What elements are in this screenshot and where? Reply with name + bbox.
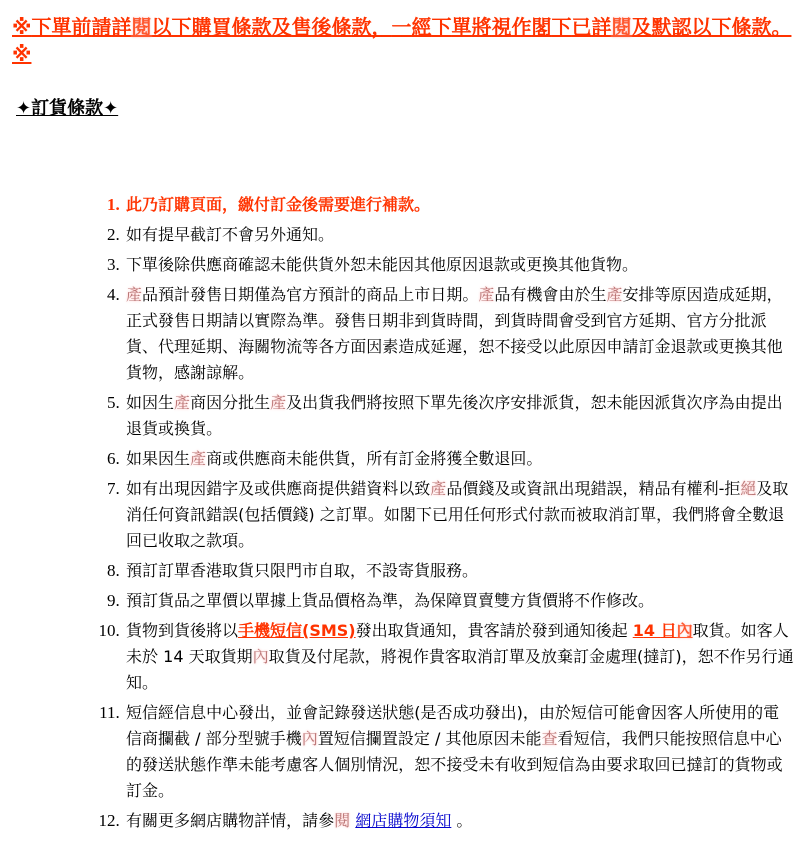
fallback-glyph: 閱 <box>131 15 152 39</box>
fallback-glyph: 內 <box>252 647 269 666</box>
term-text: 發出取貨通知，貴客請於發到通知後起 <box>355 621 633 640</box>
term-item-3 <box>124 252 795 278</box>
term-text: 預訂訂單香港取貨只限門市自取，不設寄貨服務。 <box>126 561 479 580</box>
term-text: 如果因生產商或供應商未能供貨，所有訂金將獲全數退回。 <box>126 449 543 468</box>
term-text: 如有提早截訂不會另外通知。 <box>126 225 335 244</box>
term-item-6 <box>124 446 795 472</box>
term-item-10 <box>124 618 795 696</box>
page-title: ※下單前請詳閱以下購買條款及售後條款，一經下單將視作閣下已詳閱及默認以下條款。 ※ <box>12 15 792 66</box>
fallback-glyph: 絕 <box>740 479 757 498</box>
fallback-glyph: 內 <box>301 729 318 748</box>
fallback-glyph: 產 <box>478 285 495 304</box>
section-heading-order-terms: ✦訂貨條款✦ <box>16 98 119 119</box>
term-item-7 <box>124 476 795 554</box>
fallback-glyph: 閱 <box>334 811 351 830</box>
section-heading-row <box>12 94 795 156</box>
fallback-glyph: 產 <box>190 449 207 468</box>
fallback-glyph: 產 <box>430 479 447 498</box>
term-text: 如有出現因錯字及或供應商提供錯資料以致產品價錢及或資訊出現錯誤，精品有權利-拒絕及取消任何資訊錯誤(包括價錢) 之訂單。如閣下已用任何形式付款而被取消訂單，我們將會全數退回已收取之款項。 <box>126 479 789 550</box>
terms-list <box>12 192 795 834</box>
fallback-glyph: 查 <box>541 729 558 748</box>
term-item-1 <box>124 192 795 218</box>
term-text: 如因生產商因分批生產及出貨我們將按照下單先後次序安排派貨，恕未能因派貨次序為由提出退貨或換貨。 <box>126 393 783 438</box>
term-text: 貨物到貨後將以 <box>126 621 239 640</box>
term-text: 此乃訂購頁面，繳付訂金後需要進行補款。 <box>126 195 431 214</box>
fallback-glyph: 產 <box>126 285 143 304</box>
term-item-5 <box>124 390 795 442</box>
fallback-glyph: 產 <box>270 393 287 412</box>
content <box>12 14 795 834</box>
fallback-glyph: 內 <box>676 621 693 640</box>
fallback-glyph: 產 <box>606 285 623 304</box>
term-text: 14 日內 <box>632 621 693 640</box>
fallback-glyph: 閱 <box>611 15 632 39</box>
term-text: 取貨。如客人未於 14 天取貨期內取貨及付尾款，將視作貴客取消訂單及放棄訂金處理(撻訂)，恕不作另行通知。 <box>126 621 794 692</box>
term-text: 。 <box>451 811 473 830</box>
term-text: 手機短信(SMS) <box>238 621 356 640</box>
term-text: 預訂貨品之單價以單據上貨品價格為準，為保障買賣雙方貨價將不作修改。 <box>126 591 655 610</box>
term-text: 下單後除供應商確認未能供貨外恕未能因其他原因退款或更換其他貨物。 <box>126 255 639 274</box>
term-item-2 <box>124 222 795 248</box>
fallback-glyph: 產 <box>174 393 191 412</box>
term-text: 產品預計發售日期僅為官方預計的商品上市日期。產品有機會由於生產安排等原因造成延期，正式發售日期請以實際為準。發售日期非到貨時間，到貨時間會受到官方延期、官方分批派貨、代理延期、海關物流等各方面因素造成延遲，恕不接受以此原因申請訂金退款或更換其他貨物，感謝諒解。 <box>126 285 783 382</box>
term-item-8 <box>124 558 795 584</box>
term-text: 有關更多網店購物詳情，請參閱 <box>126 811 351 830</box>
term-item-11 <box>124 700 795 804</box>
store-shopping-notice-link[interactable]: 網店購物須知 <box>355 811 452 830</box>
term-text: 短信經信息中心發出，並會記錄發送狀態(是否成功發出)，由於短信可能會因客人所使用的電信商攔截 / 部分型號手機內置短信攔置設定 / 其他原因未能查看短信，我們只能按照信息中心的發送狀態作準未能考慮客人個別情況，恕不接受未有收到短信為由要求取回已撻訂的貨物或訂金。 <box>126 703 783 800</box>
term-item-4 <box>124 282 795 386</box>
term-item-9 <box>124 588 795 614</box>
